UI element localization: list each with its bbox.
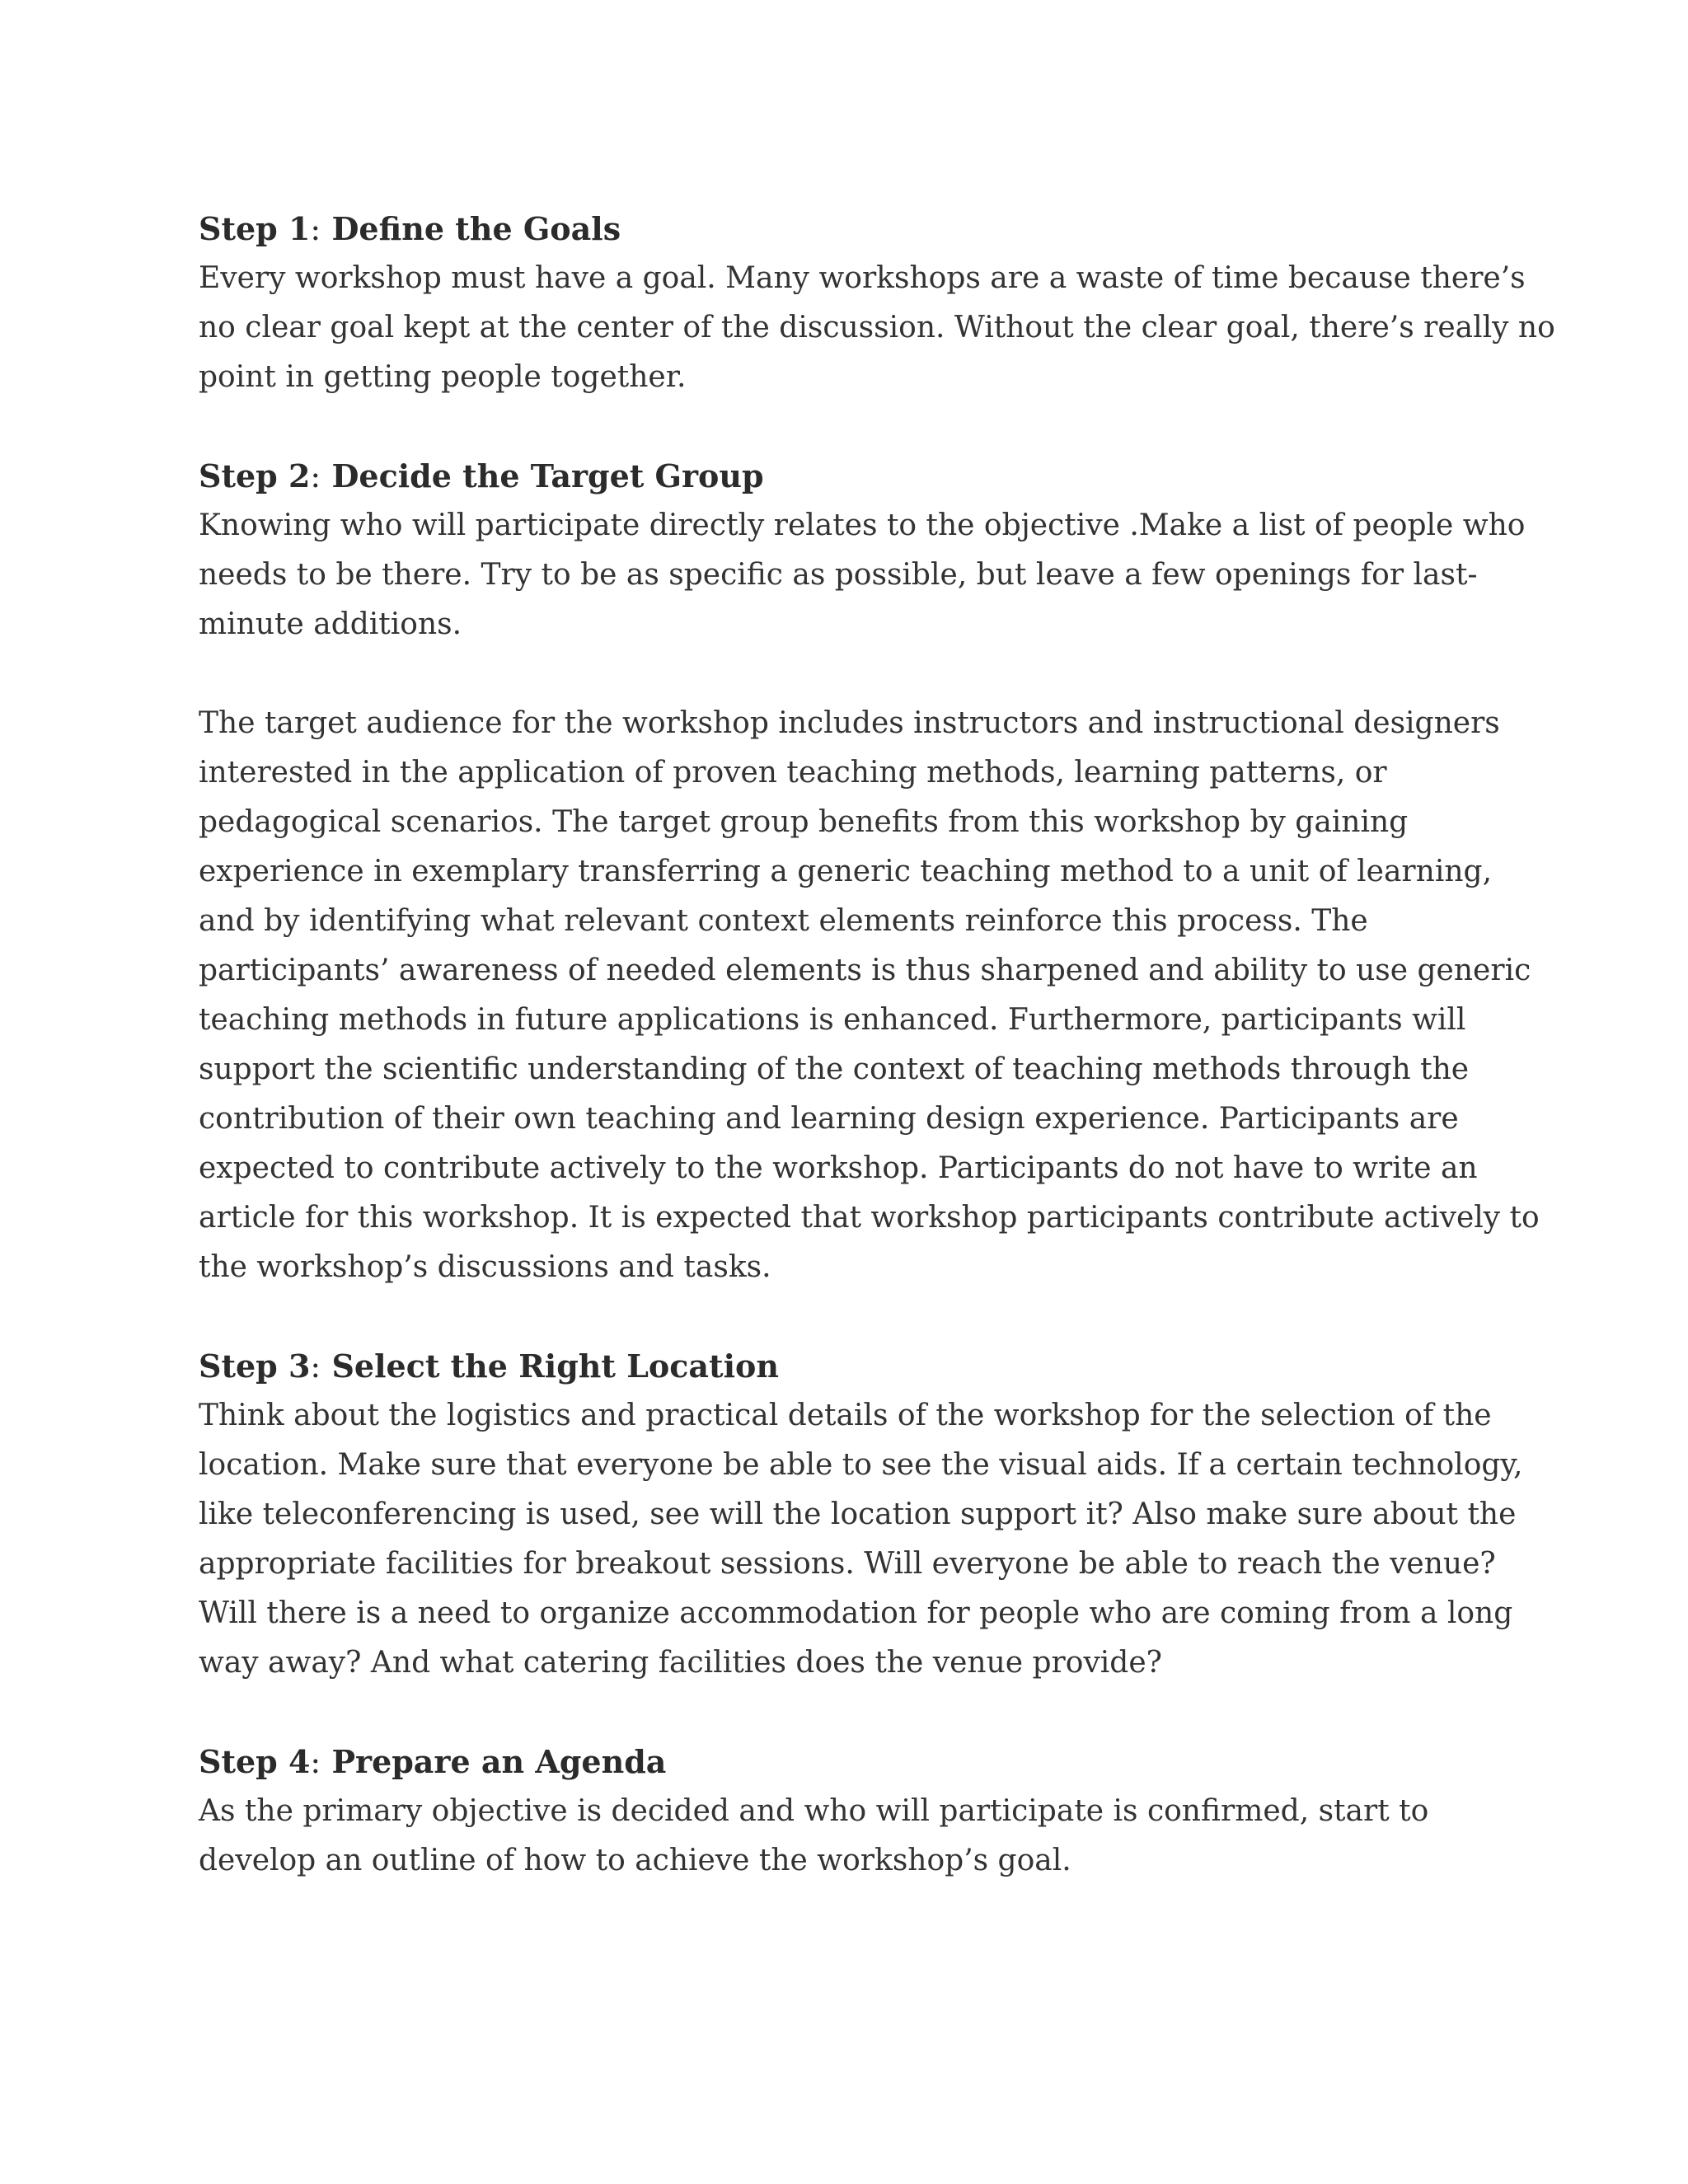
step-number: Step 3: [199, 1347, 311, 1385]
text-line: experience in exemplary transferring a generic teaching method to a unit of learning,: [199, 855, 1493, 888]
step-title: Define the Goals: [331, 210, 621, 247]
body-paragraph: [199, 1787, 1501, 1886]
step-title: Decide the Target Group: [331, 457, 764, 494]
step-section: [199, 452, 1540, 1292]
step-number: Step 1: [199, 210, 311, 247]
step-number: Step 2: [199, 457, 311, 494]
text-line: Knowing who will participate directly relates to the objective .Make a list of people who: [199, 509, 1526, 542]
text-line: support the scientific understanding of the context of teaching methods through the: [199, 1052, 1470, 1086]
step-section: [199, 1737, 1501, 1886]
text-line: needs to be there. Try to be as specific as possible, but leave a few openings for last-: [199, 558, 1478, 592]
text-line: appropriate facilities for breakout sessions. Will everyone be able to reach the venue?: [199, 1547, 1496, 1581]
text-line: Think about the logistics and practical details of the workshop for the selection of the: [199, 1399, 1492, 1432]
body-paragraph: [199, 1391, 1523, 1688]
text-line: point in getting people together.: [199, 360, 687, 394]
step-heading: [199, 452, 1501, 501]
step-number: Step 4: [199, 1743, 311, 1780]
step-colon: :: [310, 1744, 321, 1780]
text-line: way away? And what catering facilities does the venue provide?: [199, 1646, 1162, 1680]
step-section: [199, 1342, 1523, 1688]
document-page: [199, 204, 1555, 1935]
step-heading: [199, 204, 1501, 254]
step-heading: [199, 1737, 1501, 1787]
text-line: like teleconferencing is used, see will the location support it? Also make sure about the: [199, 1497, 1517, 1531]
text-line: Every workshop must have a goal. Many workshops are a waste of time because there’s: [199, 261, 1526, 295]
step-heading: [199, 1342, 1501, 1391]
step-section: [199, 204, 1555, 402]
text-line: expected to contribute actively to the workshop. Participants do not have to write an: [199, 1151, 1478, 1185]
text-line: teaching methods in future applications is enhanced. Furthermore, participants will: [199, 1003, 1466, 1037]
text-line: As the primary objective is decided and who will participate is confirmed, start to: [199, 1794, 1429, 1828]
step-colon: :: [310, 458, 321, 494]
step-colon: :: [310, 1348, 321, 1385]
body-paragraph: [199, 699, 1540, 1292]
text-line: minute additions.: [199, 607, 462, 641]
text-line: the workshop’s discussions and tasks.: [199, 1250, 771, 1284]
text-line: no clear goal kept at the center of the discussion. Without the clear goal, there’s really no: [199, 311, 1555, 344]
text-line: interested in the application of proven teaching methods, learning patterns, or: [199, 756, 1387, 790]
body-paragraph: [199, 254, 1555, 402]
text-line: Will there is a need to organize accommodation for people who are coming from a long: [199, 1596, 1513, 1630]
text-line: and by identifying what relevant context elements reinforce this process. The: [199, 904, 1368, 938]
text-line: The target audience for the workshop includes instructors and instructional designers: [199, 706, 1500, 740]
text-line: participants’ awareness of needed elements is thus sharpened and ability to use generic: [199, 954, 1531, 987]
text-line: location. Make sure that everyone be able to see the visual aids. If a certain technology,: [199, 1448, 1523, 1482]
step-colon: :: [310, 211, 321, 247]
step-title: Select the Right Location: [331, 1347, 779, 1385]
body-paragraph: [199, 501, 1526, 649]
text-line: contribution of their own teaching and learning design experience. Participants are: [199, 1102, 1459, 1136]
text-line: pedagogical scenarios. The target group benefits from this workshop by gaining: [199, 805, 1409, 839]
text-line: develop an outline of how to achieve the workshop’s goal.: [199, 1844, 1071, 1877]
text-line: article for this workshop. It is expected that workshop participants contribute actively to: [199, 1201, 1540, 1235]
step-title: Prepare an Agenda: [331, 1743, 667, 1780]
